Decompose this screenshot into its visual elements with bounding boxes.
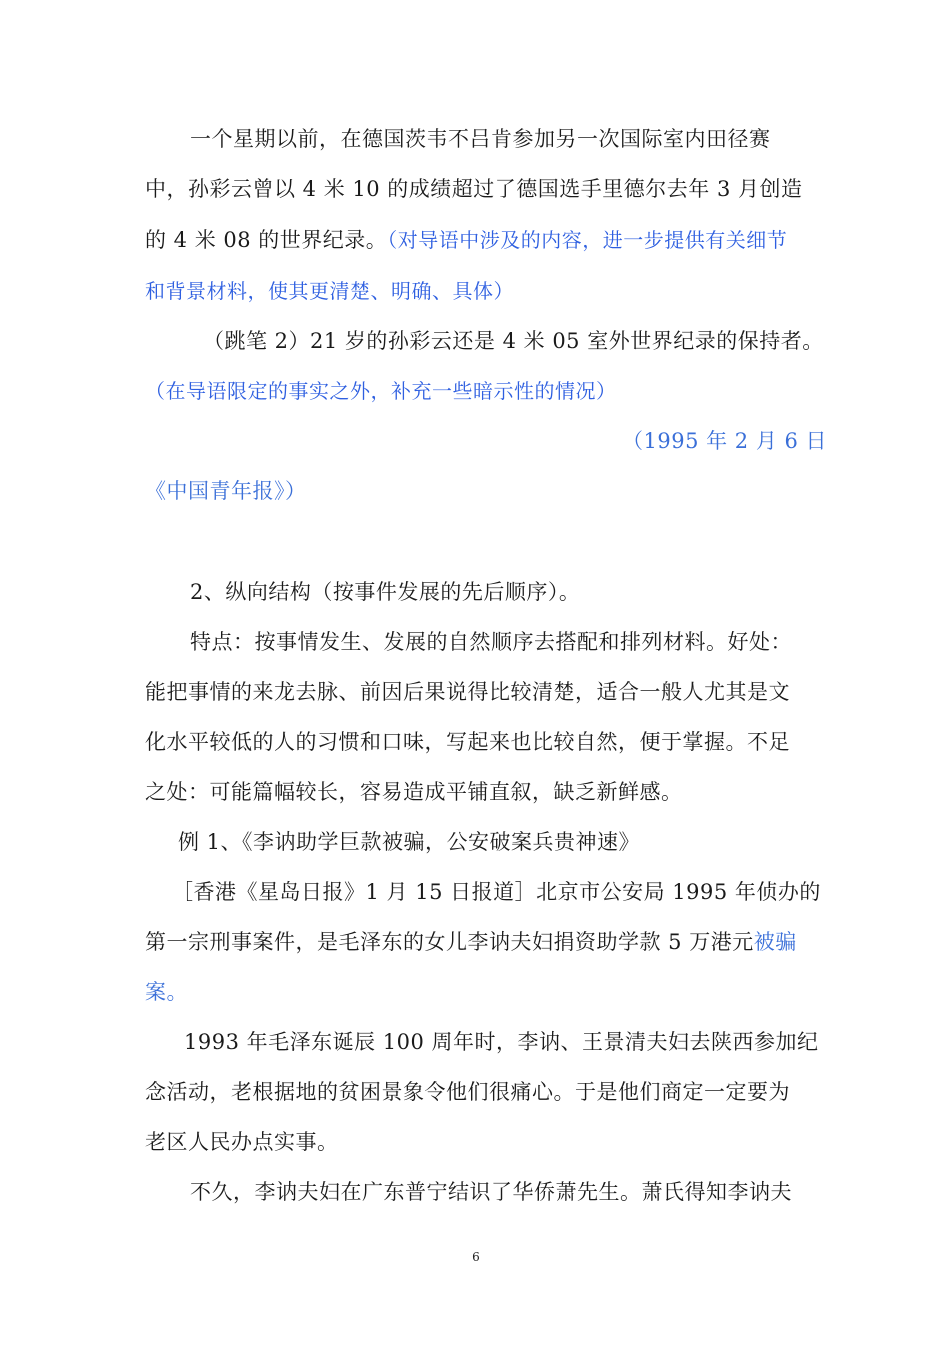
body-line xyxy=(0,1122,952,1162)
highlight-text: 案。 xyxy=(145,980,188,1004)
page-number: 6 xyxy=(472,1250,480,1264)
text-segment: 第一宗刑事案件，是毛泽东的女儿李讷夫妇捐资助学款 5 万港元 xyxy=(145,930,754,954)
body-line xyxy=(0,922,952,962)
body-line xyxy=(0,1022,952,1062)
annotation-text: （在导语限定的事实之外，补充一些暗示性的情况） xyxy=(145,379,617,403)
text-segment: 之处：可能篇幅较长，容易造成平铺直叙，缺乏新鲜感。 xyxy=(145,780,683,804)
body-line xyxy=(0,722,952,762)
text-segment: 中，孙彩云曾以 4 米 10 的成绩超过了德国选手里德尔去年 3 月创造 xyxy=(145,177,803,201)
text-segment: 特点：按事情发生、发展的自然顺序去搭配和排列材料。好处： xyxy=(190,630,792,654)
text-segment: 老区人民办点实事。 xyxy=(145,1130,339,1154)
text-segment: 化水平较低的人的习惯和口味，写起来也比较自然，便于掌握。不足 xyxy=(145,730,790,754)
body-line xyxy=(0,622,952,662)
body-line xyxy=(0,822,952,862)
body-line xyxy=(0,119,952,159)
annotation-text: 和背景材料，使其更清楚、明确、具体） xyxy=(145,279,514,303)
body-line xyxy=(0,972,952,1012)
text-segment: 的 4 米 08 的世界纪录。 xyxy=(145,228,388,252)
highlight-text: 被骗 xyxy=(753,930,797,954)
body-line xyxy=(0,421,952,461)
text-segment: 不久，李讷夫妇在广东普宁结识了华侨萧先生。萧氏得知李讷夫 xyxy=(190,1180,792,1204)
body-line xyxy=(0,1172,952,1212)
citation-text: 《中国青年报》） xyxy=(145,479,307,503)
citation-text: （1995 年 2 月 6 日 xyxy=(622,429,828,453)
text-segment: ［香港《星岛日报》1 月 15 日报道］北京市公安局 1995 年侦办的 xyxy=(172,880,821,904)
text-segment: 例 1、《李讷助学巨款被骗，公安破案兵贵神速》 xyxy=(178,830,641,854)
body-line xyxy=(0,371,952,411)
body-line xyxy=(0,169,952,209)
text-segment: 念活动，老根据地的贫困景象令他们很痛心。于是他们商定一定要为 xyxy=(145,1080,790,1104)
body-line xyxy=(0,772,952,812)
body-line xyxy=(0,321,952,361)
body-line xyxy=(0,1072,952,1112)
text-segment: 一个星期以前，在德国茨韦不吕肯参加另一次国际室内田径赛 xyxy=(190,127,771,151)
body-line xyxy=(0,220,952,260)
annotation-text: （对导语中涉及的内容，进一步提供有关细节 xyxy=(387,228,788,252)
body-line xyxy=(0,672,952,712)
text-segment: 2、纵向结构（按事件发展的先后顺序）。 xyxy=(190,580,581,604)
text-segment: （跳笔 2）21 岁的孙彩云还是 4 米 05 室外世界纪录的保持者。 xyxy=(203,329,824,353)
body-line xyxy=(0,271,952,311)
text-segment: 能把事情的来龙去脉、前因后果说得比较清楚，适合一般人尤其是文 xyxy=(145,680,790,704)
body-line xyxy=(0,872,952,912)
text-segment: 1993 年毛泽东诞辰 100 周年时，李讷、王景清夫妇去陕西参加纪 xyxy=(184,1030,819,1054)
section-heading xyxy=(0,572,952,612)
body-line xyxy=(0,471,952,511)
